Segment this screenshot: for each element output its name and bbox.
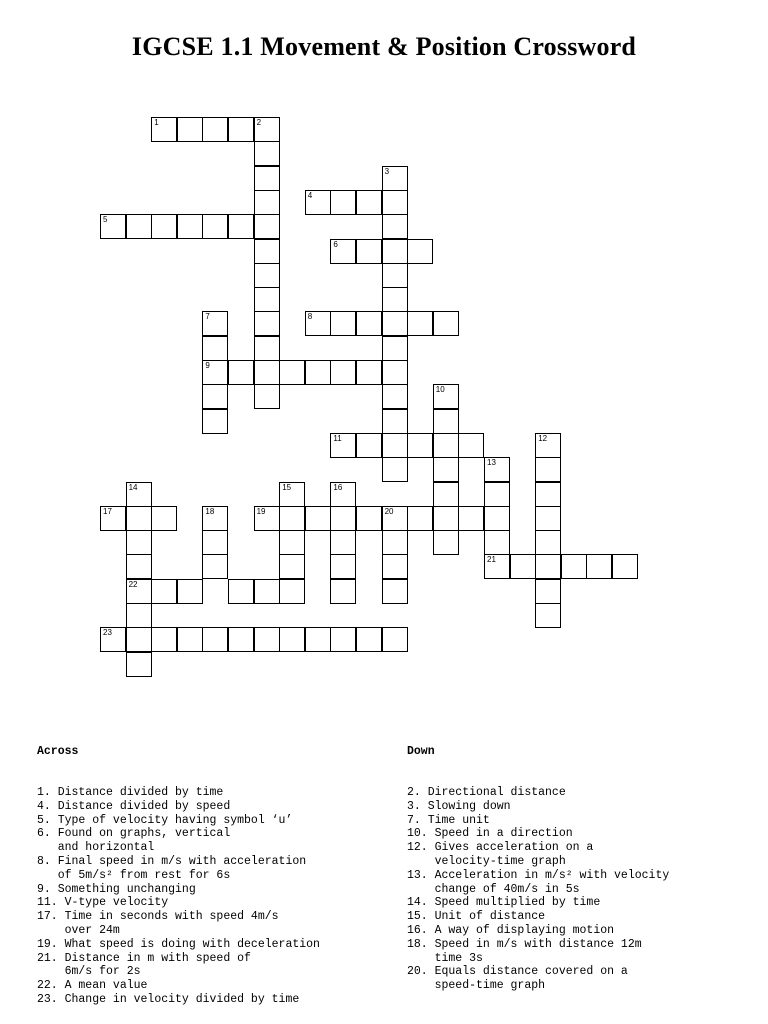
grid-cell[interactable]	[382, 311, 408, 336]
clue-number: 8	[307, 312, 313, 322]
down-clue-line: speed-time graph	[407, 979, 546, 993]
grid-cell[interactable]	[254, 506, 280, 531]
grid-cell[interactable]	[126, 603, 152, 628]
grid-cell[interactable]	[433, 311, 459, 336]
grid-cell[interactable]	[330, 190, 356, 215]
grid-cell[interactable]	[330, 239, 356, 264]
grid-cell[interactable]	[356, 506, 382, 531]
grid-cell[interactable]	[330, 311, 356, 336]
grid-cell[interactable]	[330, 530, 356, 555]
down-clue-line: 7. Time unit	[407, 813, 490, 827]
grid-cell[interactable]	[202, 409, 228, 434]
grid-cell[interactable]	[126, 530, 152, 555]
grid-cell[interactable]	[228, 117, 254, 142]
grid-cell[interactable]	[279, 530, 305, 555]
grid-cell[interactable]	[100, 506, 126, 531]
clue-number: 5	[103, 215, 108, 225]
grid-cell[interactable]	[356, 190, 382, 215]
grid-cell[interactable]	[202, 384, 228, 409]
down-clue-line: 13. Acceleration in m/s² with velocity	[407, 868, 670, 882]
grid-cell[interactable]	[330, 554, 356, 579]
across-clue-list	[37, 786, 320, 1007]
clue-number: 3	[384, 166, 390, 176]
grid-cell[interactable]	[458, 506, 484, 531]
grid-cell[interactable]	[126, 627, 152, 652]
grid-cell[interactable]	[254, 627, 280, 652]
grid-cell[interactable]	[177, 627, 203, 652]
clue-number: 21	[487, 555, 496, 565]
down-clue-line: 16. A way of displaying motion	[407, 923, 615, 937]
grid-cell[interactable]	[279, 506, 305, 531]
down-clue-line: velocity-time graph	[407, 854, 566, 868]
grid-cell[interactable]	[254, 190, 280, 215]
across-clue-line: over 24m	[37, 923, 120, 937]
across-heading: Across	[37, 744, 79, 758]
grid-cell[interactable]	[254, 360, 280, 385]
grid-cell[interactable]	[151, 627, 177, 652]
grid-cell[interactable]	[433, 506, 459, 531]
grid-cell[interactable]	[151, 579, 177, 604]
clue-number: 17	[103, 506, 112, 516]
across-clue-line: 8. Final speed in m/s with acceleration	[37, 854, 307, 868]
grid-cell[interactable]	[279, 627, 305, 652]
grid-cell[interactable]	[126, 554, 152, 579]
grid-cell[interactable]	[535, 506, 561, 531]
grid-cell[interactable]	[484, 506, 510, 531]
grid-cell[interactable]	[305, 311, 331, 336]
grid-cell[interactable]	[254, 239, 280, 264]
grid-cell[interactable]	[330, 506, 356, 531]
down-clue-list	[407, 786, 669, 993]
grid-cell[interactable]	[356, 239, 382, 264]
down-clue-line: 15. Unit of distance	[407, 910, 546, 924]
across-clue-line: 9. Something unchanging	[37, 882, 196, 896]
down-heading: Down	[407, 744, 435, 758]
across-clue-line: 6. Found on graphs, vertical	[37, 827, 231, 841]
grid-cell[interactable]	[202, 554, 228, 579]
grid-cell[interactable]	[535, 433, 561, 458]
grid-cell[interactable]	[382, 627, 408, 652]
grid-cell[interactable]	[254, 141, 280, 166]
grid-cell[interactable]	[382, 239, 408, 264]
grid-cell[interactable]	[510, 554, 536, 579]
grid-cell[interactable]	[382, 579, 408, 604]
grid-cell[interactable]	[151, 506, 177, 531]
grid-cell[interactable]	[407, 239, 433, 264]
grid-cell[interactable]	[305, 506, 331, 531]
clue-number: 12	[538, 433, 548, 443]
grid-cell[interactable]	[126, 506, 152, 531]
grid-cell[interactable]	[382, 166, 408, 191]
grid-cell[interactable]	[202, 214, 228, 239]
grid-cell[interactable]	[356, 360, 382, 385]
grid-cell[interactable]	[279, 482, 305, 507]
down-clue-line: 20. Equals distance covered on a	[407, 965, 628, 979]
down-clues	[407, 717, 669, 1007]
grid-cell[interactable]	[535, 603, 561, 628]
grid-cell[interactable]	[382, 530, 408, 555]
across-clue-line: 6m/s for 2s	[37, 965, 141, 979]
clue-number: 23	[103, 628, 112, 638]
grid-cell[interactable]	[535, 457, 561, 482]
grid-cell[interactable]	[177, 117, 203, 142]
clue-number: 11	[333, 433, 342, 443]
grid-cell[interactable]	[228, 579, 254, 604]
clue-number: 1	[154, 118, 159, 127]
grid-cell[interactable]	[484, 554, 510, 579]
grid-cell[interactable]	[202, 311, 228, 336]
across-clue-line: 19. What speed is doing with deceleration	[37, 937, 320, 951]
across-clue-line: 22. A mean value	[37, 979, 148, 993]
grid-cell[interactable]	[407, 433, 433, 458]
grid-cell[interactable]	[382, 384, 408, 409]
grid-cell[interactable]	[561, 554, 587, 579]
grid-cell[interactable]	[177, 579, 203, 604]
grid-cell[interactable]	[202, 627, 228, 652]
grid-cell[interactable]	[100, 214, 126, 239]
across-clue-line: 17. Time in seconds with speed 4m/s	[37, 910, 279, 924]
grid-cell[interactable]	[279, 579, 305, 604]
grid-cell[interactable]	[228, 214, 254, 239]
grid-cell[interactable]	[382, 190, 408, 215]
grid-cell[interactable]	[228, 627, 254, 652]
across-clue-line: 4. Distance divided by speed	[37, 799, 231, 813]
clue-number: 7	[205, 312, 210, 322]
across-clues	[37, 717, 320, 1021]
grid-cell[interactable]	[305, 190, 331, 215]
grid-cell[interactable]	[535, 579, 561, 604]
grid-cell[interactable]	[382, 433, 408, 458]
clue-number: 18	[205, 506, 215, 516]
clue-number: 10	[435, 385, 445, 395]
grid-cell[interactable]	[126, 652, 152, 677]
down-clue-line: 3. Slowing down	[407, 799, 511, 813]
clue-number: 20	[384, 506, 394, 516]
grid-cell[interactable]	[382, 287, 408, 312]
grid-cell[interactable]	[177, 214, 203, 239]
grid-cell[interactable]	[356, 433, 382, 458]
grid-cell[interactable]	[458, 433, 484, 458]
grid-cell[interactable]	[407, 311, 433, 336]
grid-cell[interactable]	[382, 214, 408, 239]
grid-cell[interactable]	[433, 433, 459, 458]
clue-number: 15	[282, 482, 292, 492]
clue-number: 4	[307, 190, 313, 200]
grid-cell[interactable]	[202, 530, 228, 555]
grid-cell[interactable]	[330, 579, 356, 604]
grid-cell[interactable]	[535, 554, 561, 579]
grid-cell[interactable]	[254, 336, 280, 361]
across-clue-line: 5. Type of velocity having symbol ‘u’	[37, 813, 293, 827]
down-clue-line: change of 40m/s in 5s	[407, 882, 580, 896]
grid-cell[interactable]	[254, 214, 280, 239]
page-title: IGCSE 1.1 Movement & Position Crossword	[131, 32, 637, 61]
grid-cell[interactable]	[356, 627, 382, 652]
grid-cell[interactable]	[612, 554, 638, 579]
down-clue-line: 14. Speed multiplied by time	[407, 896, 601, 910]
clue-number: 13	[487, 458, 496, 468]
grid-cell[interactable]	[484, 457, 510, 482]
grid-cell[interactable]	[202, 506, 228, 531]
grid-cell[interactable]	[382, 263, 408, 288]
grid-cell[interactable]	[202, 336, 228, 361]
clue-number: 22	[128, 579, 138, 589]
grid-cell[interactable]	[126, 214, 152, 239]
grid-cell[interactable]	[254, 384, 280, 409]
down-clue-line: 2. Directional distance	[407, 785, 566, 799]
grid-cell[interactable]	[382, 360, 408, 385]
grid-cell[interactable]	[254, 166, 280, 191]
grid-cell[interactable]	[254, 311, 280, 336]
grid-cell[interactable]	[433, 530, 459, 555]
grid-cell[interactable]	[433, 482, 459, 507]
grid-cell[interactable]	[484, 482, 510, 507]
clue-number: 19	[256, 506, 266, 516]
grid-cell[interactable]	[382, 506, 408, 531]
grid-cell[interactable]	[586, 554, 612, 579]
grid-cell[interactable]	[433, 457, 459, 482]
grid-cell[interactable]	[330, 627, 356, 652]
grid-cell[interactable]	[330, 433, 356, 458]
clue-number: 6	[333, 239, 338, 249]
down-clue-line: 18. Speed in m/s with distance 12m	[407, 937, 642, 951]
grid-cell[interactable]	[305, 360, 331, 385]
grid-cell[interactable]	[279, 360, 305, 385]
clue-number: 14	[128, 482, 138, 492]
across-clue-line: 1. Distance divided by time	[37, 785, 224, 799]
grid-cell[interactable]	[254, 263, 280, 288]
clue-number: 2	[256, 118, 262, 127]
grid-cell[interactable]	[126, 579, 152, 604]
grid-cell[interactable]	[279, 554, 305, 579]
grid-cell[interactable]	[254, 117, 280, 142]
grid-cell[interactable]	[202, 117, 228, 142]
grid-cell[interactable]	[254, 579, 280, 604]
across-clue-line: 23. Change in velocity divided by time	[37, 992, 300, 1006]
grid-cell[interactable]	[254, 287, 280, 312]
grid-cell[interactable]	[535, 530, 561, 555]
grid-cell[interactable]	[202, 360, 228, 385]
grid-cell[interactable]	[382, 457, 408, 482]
grid-cell[interactable]	[535, 482, 561, 507]
clue-number: 16	[333, 482, 343, 492]
across-clue-line: of 5m/s² from rest for 6s	[37, 868, 231, 882]
across-clue-line: 11. V-type velocity	[37, 896, 169, 910]
down-clue-line: 10. Speed in a direction	[407, 827, 573, 841]
grid-cell[interactable]	[407, 506, 433, 531]
across-clue-line: and horizontal	[37, 841, 155, 855]
grid-cell[interactable]	[330, 360, 356, 385]
grid-cell[interactable]	[126, 482, 152, 507]
grid-cell[interactable]	[228, 360, 254, 385]
grid-cell[interactable]	[305, 627, 331, 652]
grid-cell[interactable]	[484, 530, 510, 555]
grid-cell[interactable]	[330, 482, 356, 507]
grid-cell[interactable]	[382, 336, 408, 361]
grid-cell[interactable]	[382, 554, 408, 579]
across-clue-line: 21. Distance in m with speed of	[37, 951, 251, 965]
grid-cell[interactable]	[356, 311, 382, 336]
grid-cell[interactable]	[433, 409, 459, 434]
grid-cell[interactable]	[151, 117, 177, 142]
grid-cell[interactable]	[100, 627, 126, 652]
down-clue-line: 12. Gives acceleration on a	[407, 841, 594, 855]
grid-cell[interactable]	[382, 409, 408, 434]
grid-cell[interactable]	[433, 384, 459, 409]
down-clue-line: time 3s	[407, 951, 483, 965]
clue-number: 9	[205, 361, 210, 370]
grid-cell[interactable]	[151, 214, 177, 239]
